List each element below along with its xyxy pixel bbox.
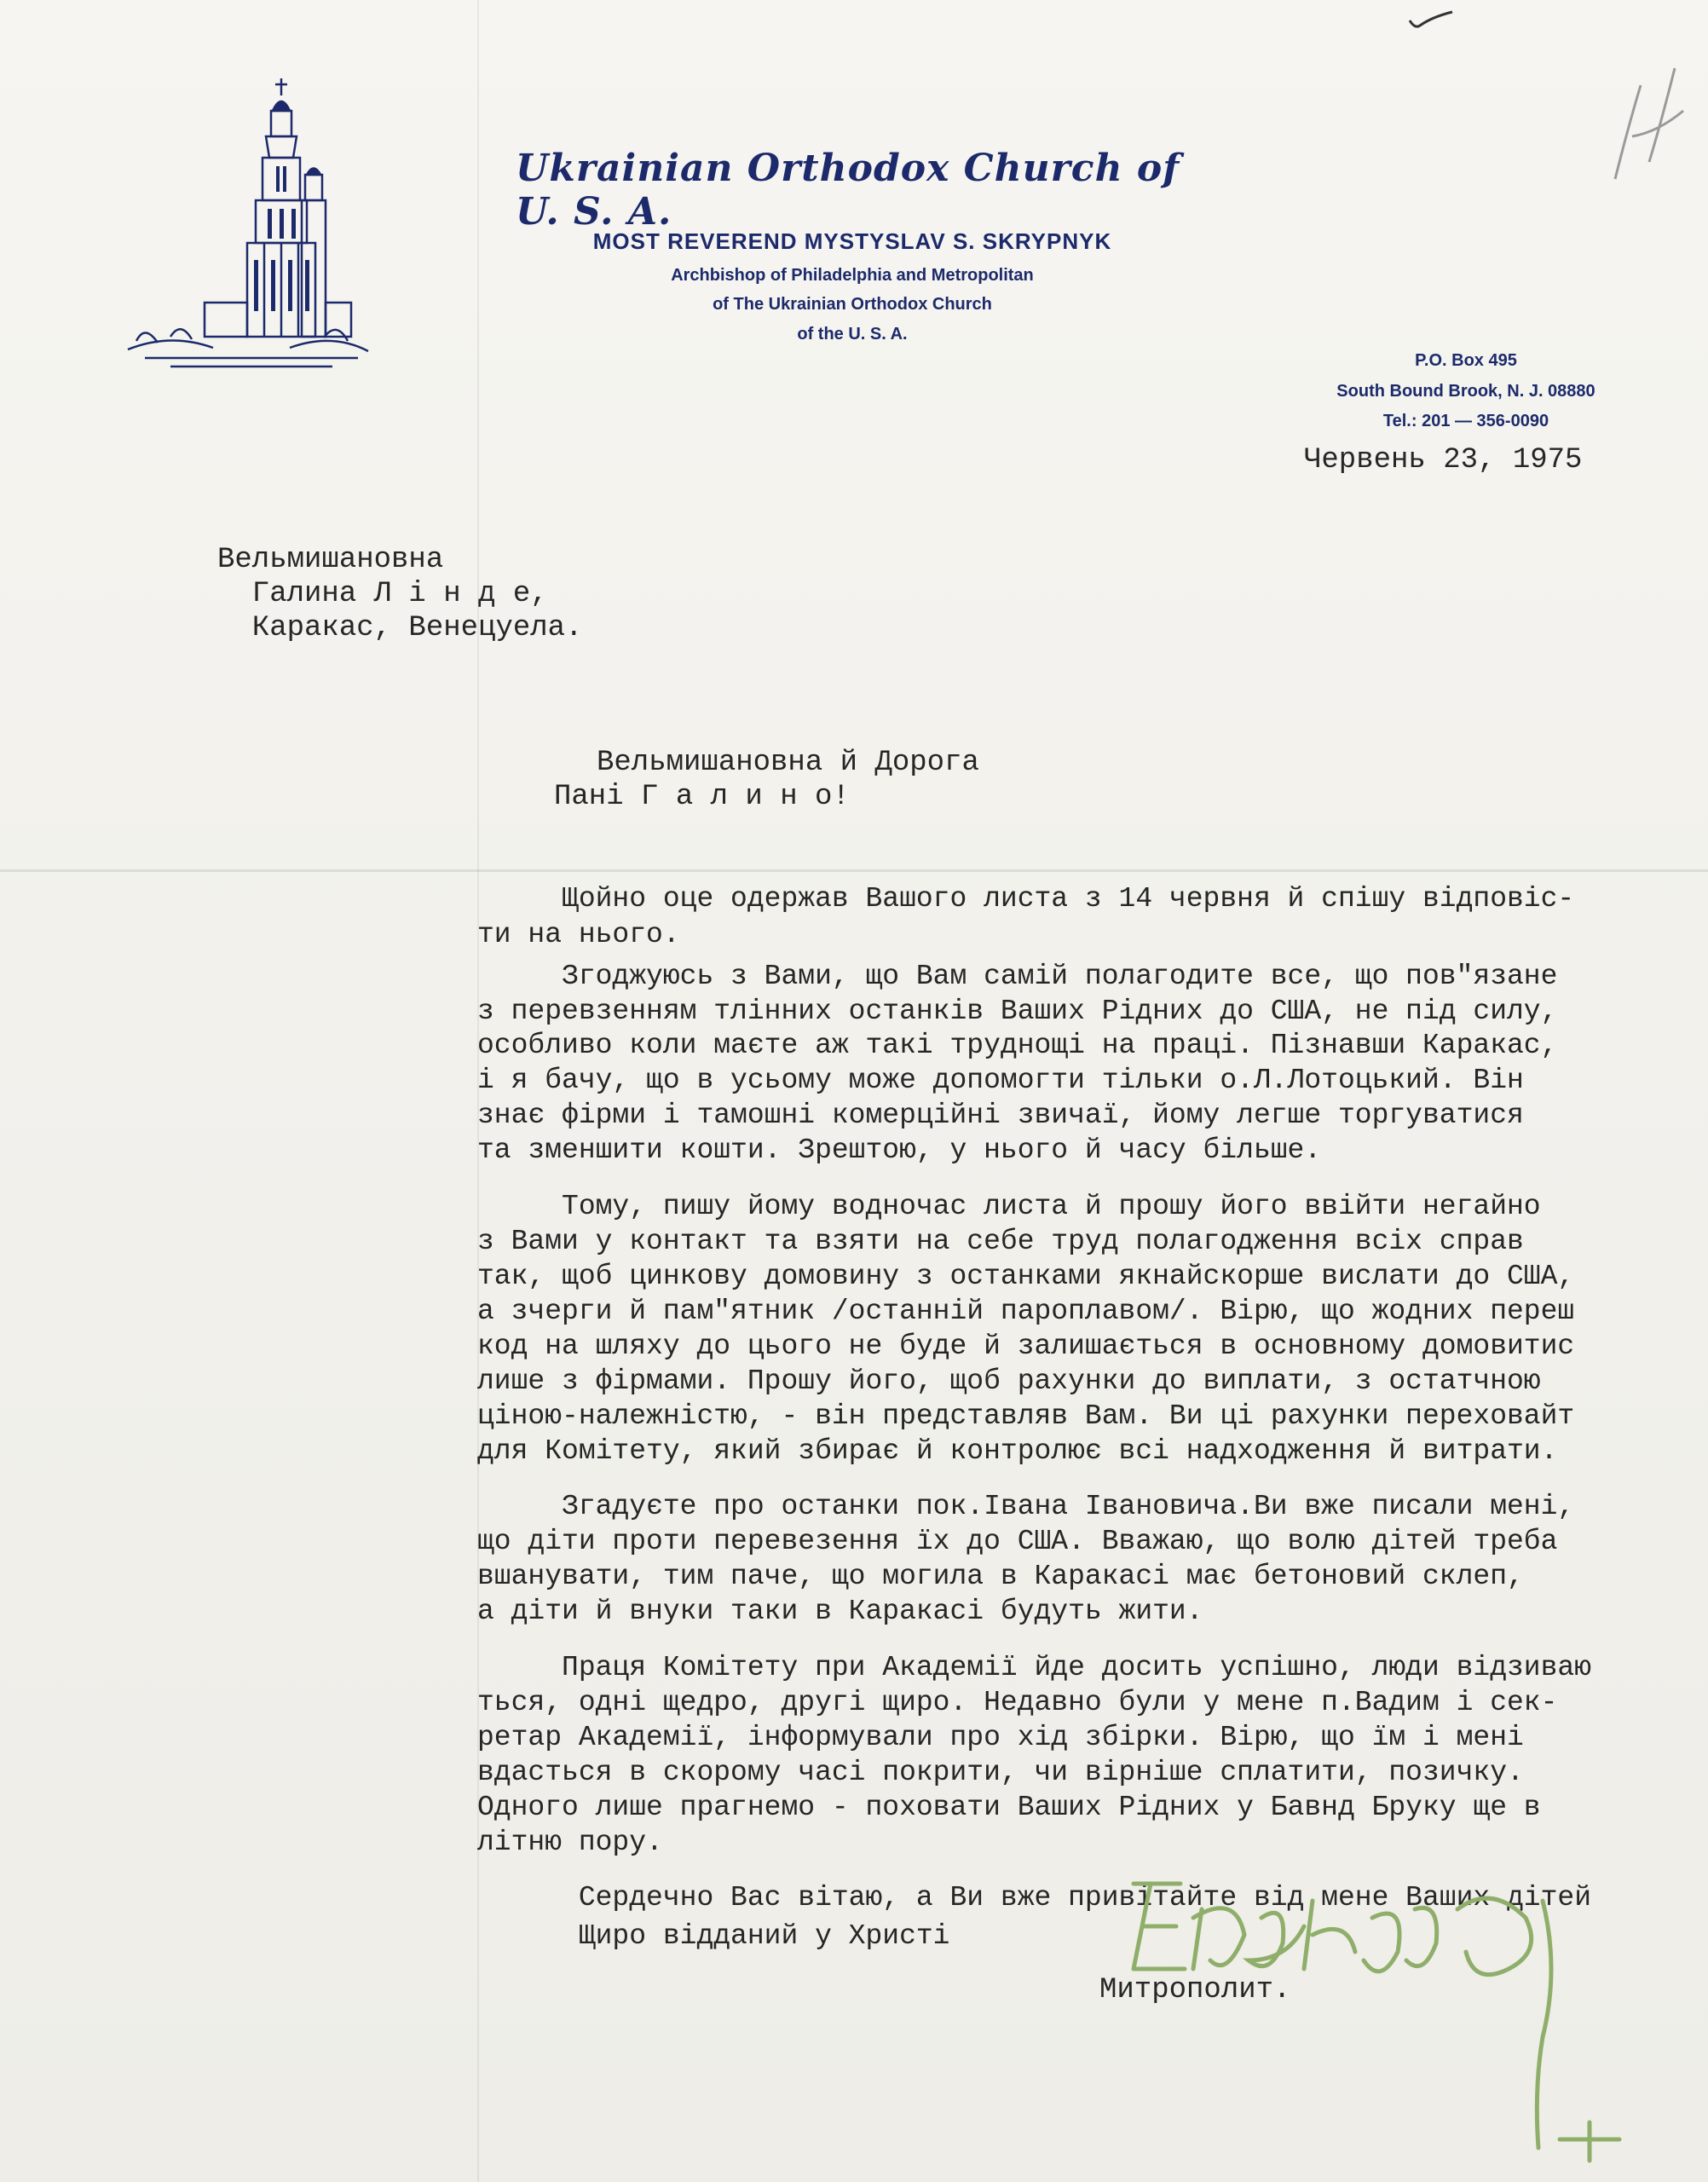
body-line: з перевзенням тлінних останків Ваших Рідних до США, не під силу, — [477, 996, 1558, 1027]
body-line: вдасться в скорому часі покрити, чи вірніше сплатити, позичку. — [477, 1757, 1524, 1788]
body-line: Тому, пишу йому водночас листа й прошу його ввійти негайно — [477, 1191, 1541, 1222]
recipient-line: Вельмишановна — [217, 544, 444, 576]
body-line: а діти й внуки таки в Каракасі будуть жити. — [477, 1596, 1203, 1627]
church-name: Ukrainian Orthodox Church of U. S. A. — [516, 147, 1180, 234]
body-line: Щиро відданий у Христі — [477, 1920, 950, 1952]
recipient-line: Каракас, Венецуела. — [217, 612, 583, 644]
body-line: ти на нього. — [477, 919, 680, 950]
body-line: що діти проти перевезення їх до США. Вважаю, що волю дітей треба — [477, 1526, 1558, 1557]
body-line: вшанувати, тим паче, що могила в Каракасі має бетоновий склеп, — [477, 1561, 1524, 1592]
address-line: South Bound Brook, N. J. 08880 — [1336, 382, 1595, 401]
handwritten-signature-icon — [1099, 1867, 1628, 2173]
archbishop-title-line: Archbishop of Philadelphia and Metropolitan — [671, 266, 1034, 285]
archbishop-title-line: of The Ukrainian Orthodox Church — [713, 295, 992, 314]
body-line: літню пору. — [477, 1827, 663, 1858]
body-line: ретар Академії, інформували про хід збірки. Вірю, що їм і мені — [477, 1722, 1524, 1753]
address-line: P.O. Box 495 — [1415, 351, 1517, 370]
body-line: ціною-належністю, - він представляв Вам. Ви ці рахунки переховайт — [477, 1400, 1575, 1432]
body-line: а зчерги й пам"ятник /останній пароплавом/. Вірю, що жодних переш — [477, 1296, 1575, 1327]
body-line: Згоджуюсь з Вами, що Вам самій полагодите все, що пов"язане — [477, 961, 1558, 992]
body-line: і я бачу, що в усьому може допомогти тільки о.Л.Лотоцький. Він — [477, 1065, 1524, 1096]
body-line: Праця Комітету при Академії йде досить успішно, люди відзиваю — [477, 1652, 1592, 1683]
closing-title: Митрополит. — [1099, 1974, 1291, 2006]
body-line: так, щоб цинкову домовину з останками якнайскорше вислати до США, — [477, 1261, 1575, 1292]
archbishop-title-line: of the U. S. A. — [797, 325, 908, 343]
body-line: Сердечно Вас вітаю, а Ви вже привітайте від мене Ваших дітей — [477, 1882, 1592, 1914]
body-line: Згадуєте про останки пок.Івана Івановича.Ви вже писали мені, — [477, 1491, 1575, 1522]
body-line: та зменшити кошти. Зрештою, у нього й часу більше. — [477, 1134, 1322, 1166]
body-line: Одного лише прагнемо - поховати Ваших Рідних у Бавнд Бруку ще в — [477, 1792, 1541, 1823]
body-line: Щойно оце одержав Вашого листа з 14 червня й спішу відповіс- — [477, 883, 1575, 915]
body-line: ться, одні щедро, другі щиро. Недавно були у мене п.Вадим і сек- — [477, 1687, 1558, 1718]
body-line: особливо коли маєте аж такі труднощі на праці. Пізнавши Каракас, — [477, 1030, 1558, 1061]
salutation-line: Пані Г а л и н о! — [554, 781, 850, 813]
check-mark-icon — [1406, 9, 1457, 34]
cathedral-logo-icon — [119, 77, 375, 384]
body-line: лише з фірмами. Прошу його, щоб рахунки до виплати, з остатчною — [477, 1365, 1541, 1397]
pencil-annotation-icon — [1581, 34, 1708, 205]
salutation-line: Вельмишановна й Дорога — [597, 747, 979, 779]
paper-fold-line — [0, 869, 1708, 872]
body-line: код на шляху до цього не буде й залишається в основному домовитис — [477, 1331, 1575, 1362]
archbishop-name: MOST REVEREND MYSTYSLAV S. SKRYPNYK — [592, 228, 1112, 254]
phone-line: Tel.: 201 — 356-0090 — [1382, 412, 1549, 430]
body-line: для Комітету, який збирає й контролює всі надходження й витрати. — [477, 1435, 1558, 1467]
letter-date: Червень 23, 1975 — [1304, 444, 1583, 476]
body-line: з Вами у контакт та взяти на себе труд полагодження всіх справ — [477, 1226, 1524, 1257]
recipient-line: Галина Л і н д е, — [217, 578, 548, 610]
body-line: знає фірми і тамошні комерційні звичаї, йому легше торгуватися — [477, 1100, 1524, 1131]
